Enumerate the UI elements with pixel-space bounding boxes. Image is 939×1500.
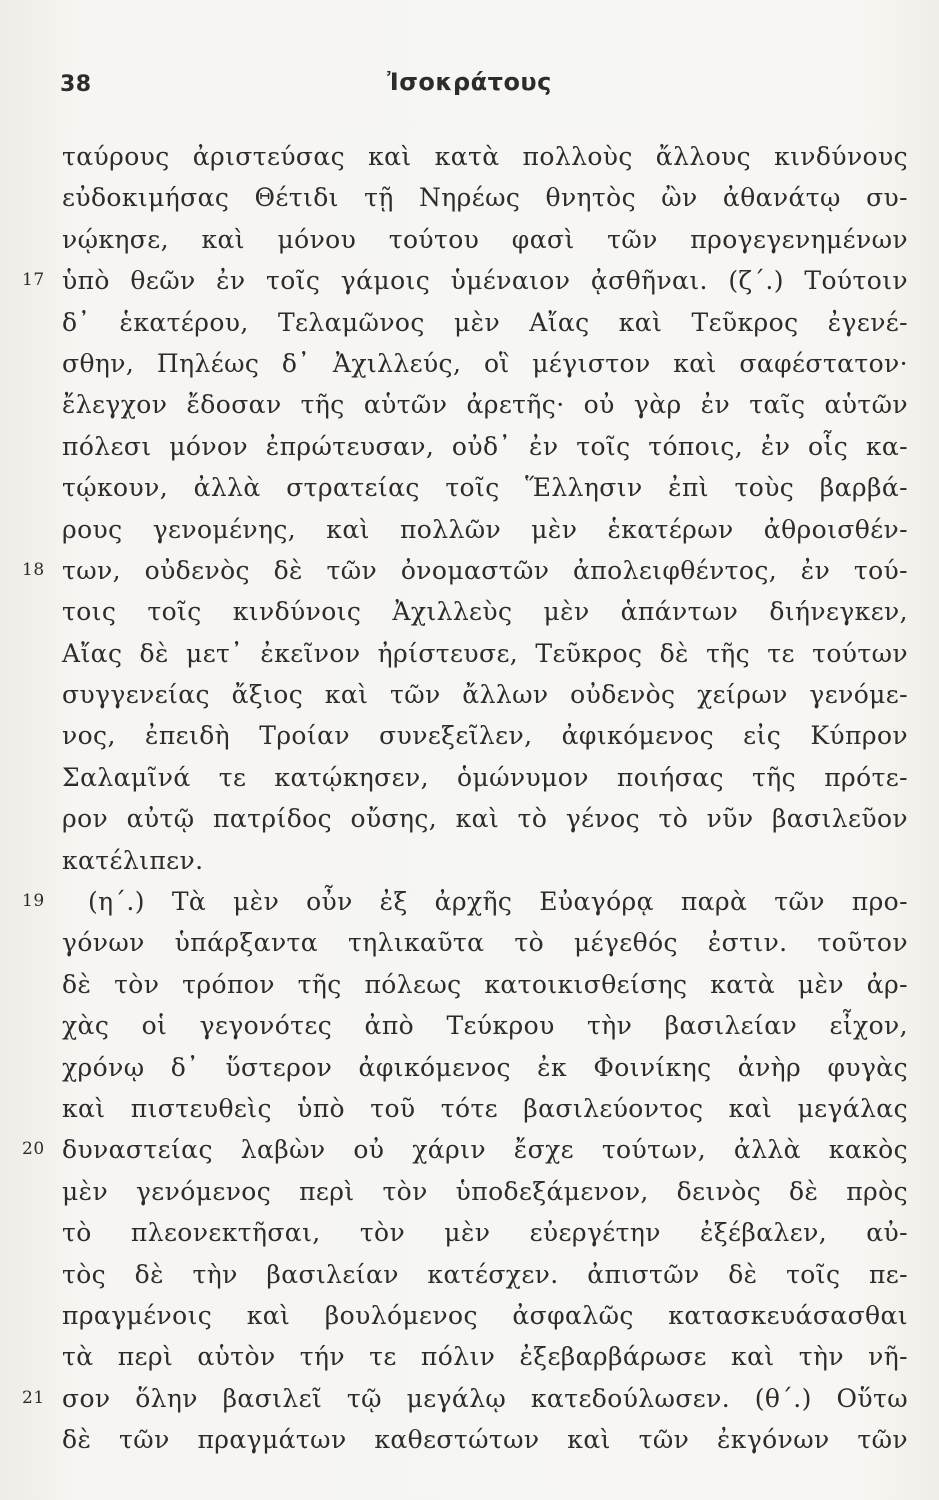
line-text: πόλεσι μόνον ἐπρώτευσαν, οὐδ᾽ ἐν τοῖς τόποις, ἐν οἷς κα-	[62, 431, 908, 461]
text-line	[0, 177, 939, 218]
line-text: τῴκουν, ἀλλὰ στρατείας τοῖς Ἕλλησιν ἐπὶ τοὺς βαρβά-	[62, 473, 908, 503]
text-line	[0, 922, 939, 963]
text-line	[0, 674, 939, 715]
line-number: 19	[22, 891, 45, 912]
text-line	[0, 302, 939, 343]
line-number: 18	[22, 559, 45, 580]
line-text: κατέλιπεν.	[62, 845, 204, 875]
text-line	[0, 1254, 939, 1295]
line-text: Σαλαμῖνά τε κατῴκησεν, ὁμώνυμον ποιήσας τῆς πρότε-	[62, 762, 908, 792]
page-header	[0, 62, 939, 102]
running-head: Ἰσοκράτους	[387, 68, 552, 96]
text-line	[0, 1005, 939, 1046]
text-line	[0, 1378, 939, 1419]
text-line	[0, 219, 939, 260]
text-line	[0, 840, 939, 881]
text-line	[0, 1336, 939, 1377]
text-line	[0, 1295, 939, 1336]
line-text: δὲ τῶν πραγμάτων καθεστώτων καὶ τῶν ἐκγόνων τῶν	[62, 1425, 908, 1455]
line-text: καὶ πιστευθεὶς ὑπὸ τοῦ τότε βασιλεύοντος καὶ μεγάλας	[62, 1093, 908, 1123]
line-text: δ᾽ ἑκατέρου, Τελαμῶνος μὲν Αἴας καὶ Τεῦκρος ἐγενέ-	[62, 307, 908, 337]
text-line	[0, 757, 939, 798]
text-line	[0, 798, 939, 839]
line-text: Αἴας δὲ μετ᾽ ἐκεῖνον ἠρίστευσε, Τεῦκρος δὲ τῆς τε τούτων	[62, 638, 908, 668]
page-number: 38	[60, 72, 92, 97]
line-text: δὲ τὸν τρόπον τῆς πόλεως κατοικισθείσης κατὰ μὲν ἀρ-	[62, 969, 908, 999]
line-text: εὐδοκιμήσας Θέτιδι τῇ Νηρέως θνητὸς ὢν ἀθανάτῳ συ-	[62, 183, 908, 213]
line-text: μὲν γενόμενος περὶ τὸν ὑποδεξάμενον, δεινὸς δὲ πρὸς	[62, 1176, 908, 1206]
line-text: χρόνῳ δ᾽ ὕστερον ἀφικόμενος ἐκ Φοινίκης ἀνὴρ φυγὰς	[62, 1052, 908, 1082]
line-number: 17	[22, 270, 45, 291]
text-line	[0, 1129, 939, 1170]
line-text: συγγενείας ἄξιος καὶ τῶν ἄλλων οὐδενὸς χείρων γενόμε-	[62, 680, 908, 710]
line-text: των, οὐδενὸς δὲ τῶν ὀνομαστῶν ἀπολειφθέντος, ἐν τού-	[62, 555, 908, 585]
line-text: χὰς οἱ γεγονότες ἀπὸ Τεύκρου τὴν βασιλείαν εἶχον,	[62, 1011, 908, 1041]
line-number: 21	[22, 1387, 45, 1408]
text-line	[0, 1212, 939, 1253]
text-line	[0, 633, 939, 674]
line-text: ὑπὸ θεῶν ἐν τοῖς γάμοις ὑμέναιον ᾀσθῆναι. (ζ΄.) Τούτοιν	[62, 266, 908, 296]
line-text: τὰ περὶ αὑτὸν τήν τε πόλιν ἐξεβαρβάρωσε καὶ τὴν νῆ-	[62, 1342, 908, 1372]
text-line	[0, 1088, 939, 1129]
text-line	[0, 591, 939, 632]
text-line	[0, 550, 939, 591]
body-text	[0, 136, 939, 1461]
line-text: (η΄.) Τὰ μὲν οὖν ἐξ ἀρχῆς Εὐαγόρᾳ παρὰ τῶν προ-	[88, 887, 908, 917]
text-line	[0, 1047, 939, 1088]
text-line	[0, 426, 939, 467]
line-text: ρους γενομένης, καὶ πολλῶν μὲν ἑκατέρων ἀθροισθέν-	[62, 514, 908, 544]
text-line	[0, 384, 939, 425]
line-text: σθην, Πηλέως δ᾽ Ἀχιλλεύς, οἳ μέγιστον καὶ σαφέστατον·	[62, 348, 908, 378]
text-line	[0, 509, 939, 550]
line-number: 20	[22, 1139, 45, 1160]
text-line	[0, 260, 939, 301]
line-text: νος, ἐπειδὴ Τροίαν συνεξεῖλεν, ἀφικόμενος εἰς Κύπρον	[62, 721, 908, 751]
line-text: σον ὅλην βασιλεῖ τῷ μεγάλῳ κατεδούλωσεν. (θ΄.) Οὕτω	[62, 1383, 908, 1413]
text-line	[0, 136, 939, 177]
line-text: ἔλεγχον ἔδοσαν τῆς αὑτῶν ἀρετῆς· οὐ γὰρ ἐν ταῖς αὑτῶν	[62, 390, 908, 420]
line-text: νῴκησε, καὶ μόνου τούτου φασὶ τῶν προγεγενημένων	[62, 224, 908, 254]
text-line	[0, 881, 939, 922]
text-line	[0, 715, 939, 756]
text-line	[0, 467, 939, 508]
line-text: τὸ πλεονεκτῆσαι, τὸν μὲν εὐεργέτην ἐξέβαλεν, αὐ-	[62, 1218, 908, 1248]
line-text: τοις τοῖς κινδύνοις Ἀχιλλεὺς μὲν ἁπάντων διήνεγκεν,	[62, 597, 908, 627]
text-line	[0, 964, 939, 1005]
line-text: γόνων ὑπάρξαντα τηλικαῦτα τὸ μέγεθός ἐστιν. τοῦτον	[62, 928, 908, 958]
text-line	[0, 1171, 939, 1212]
line-text: δυναστείας λαβὼν οὐ χάριν ἔσχε τούτων, ἀλλὰ κακὸς	[62, 1135, 908, 1165]
text-line	[0, 1419, 939, 1460]
line-text: ρον αὐτῷ πατρίδος οὔσης, καὶ τὸ γένος τὸ νῦν βασιλεῦον	[62, 804, 908, 834]
line-text: πραγμένοις καὶ βουλόμενος ἀσφαλῶς κατασκευάσασθαι	[62, 1300, 908, 1330]
line-text: ταύρους ἀριστεύσας καὶ κατὰ πολλοὺς ἄλλους κινδύνους	[62, 142, 908, 171]
line-text: τὸς δὲ τὴν βασιλείαν κατέσχεν. ἀπιστῶν δὲ τοῖς πε-	[62, 1259, 908, 1289]
text-line	[0, 343, 939, 384]
